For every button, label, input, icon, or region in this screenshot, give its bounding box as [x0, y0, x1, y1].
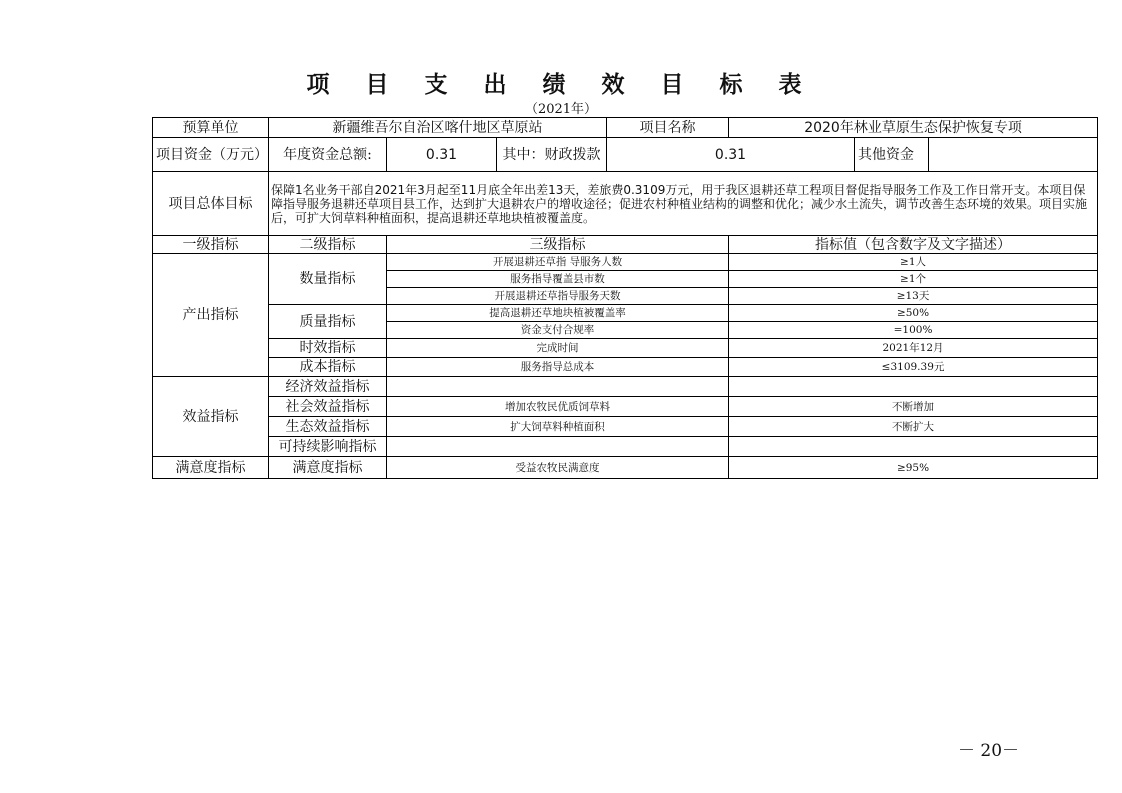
- indicator-value: 不断增加: [729, 397, 1098, 417]
- quality-indicator-label: 质量指标: [269, 305, 387, 339]
- satisfaction-indicator-label: 满意度指标: [153, 457, 269, 479]
- indicator-header-row: [153, 236, 1098, 254]
- cost-indicator-label: 成本指标: [269, 358, 387, 377]
- budget-unit-label: 预算单位: [153, 118, 269, 138]
- fiscal-label: 其中：财政拨款: [497, 138, 607, 172]
- indicator-name: 受益农牧民满意度: [387, 457, 729, 479]
- indicator-value: 不断扩大: [729, 417, 1098, 437]
- overall-goal-label: 项目总体目标: [153, 172, 269, 236]
- indicator-value: ≥50%: [729, 305, 1098, 322]
- output-indicator-label: 产出指标: [153, 254, 269, 377]
- page-title: 项 目 支 出 绩 效 目 标 表: [306, 72, 816, 98]
- indicator-name: [387, 377, 729, 397]
- table-row: [153, 305, 1098, 322]
- table-row: [153, 457, 1098, 479]
- other-funds-label: 其他资金: [855, 138, 929, 172]
- indicator-name: 增加农牧民优质饲草料: [387, 397, 729, 417]
- indicator-value: ≥1人: [729, 254, 1098, 271]
- benefit-indicator-label: 效益指标: [153, 377, 269, 457]
- indicator-value: ≥1个: [729, 271, 1098, 288]
- indicator-value: [729, 437, 1098, 457]
- report-year: （2021年）: [524, 102, 598, 117]
- overall-goal-row: [153, 172, 1098, 236]
- fiscal-value: 0.31: [607, 138, 855, 172]
- overall-goal-text: 保障1名业务干部自2021年3月起至11月底全年出差13天，差旅费0.3109万元，用于我区退耕还草工程项目督促指导服务工作及工作日常开支。本项目保障指导服务退耕还草项目县工作，达到扩大退耕农户的增收途径；促进农村种植业结构的调整和优化；减少水土流失，调节改善生态环境的效果。项目实施后，可扩大饲草料种植面积，提高退耕还草地块植被覆盖度。: [269, 172, 1098, 236]
- budget-unit-value: 新疆维吾尔自治区喀什地区草原站: [269, 118, 607, 138]
- social-indicator-label: 社会效益指标: [269, 397, 387, 417]
- indicator-name: [387, 437, 729, 457]
- indicator-name: 扩大饲草料种植面积: [387, 417, 729, 437]
- performance-target-table: [152, 117, 1098, 479]
- other-funds-value: [929, 138, 1098, 172]
- table-row: [153, 377, 1098, 397]
- project-name-label: 项目名称: [607, 118, 729, 138]
- indicator-value: ≥13天: [729, 288, 1098, 305]
- indicator-value: ≤3109.39元: [729, 358, 1098, 377]
- level2-header: 二级指标: [269, 236, 387, 254]
- indicator-name: 服务指导覆盖县市数: [387, 271, 729, 288]
- indicator-value: [729, 377, 1098, 397]
- indicator-value: =100%: [729, 322, 1098, 339]
- indicator-name: 开展退耕还草指导服务天数: [387, 288, 729, 305]
- table-row: [153, 339, 1098, 358]
- value-header: 指标值（包含数字及文字描述）: [729, 236, 1098, 254]
- indicator-name: 提高退耕还草地块植被覆盖率: [387, 305, 729, 322]
- project-name-value: 2020年林业草原生态保护恢复专项: [729, 118, 1098, 138]
- indicator-name: 开展退耕还草指 导服务人数: [387, 254, 729, 271]
- funds-row: [153, 138, 1098, 172]
- funds-label: 项目资金（万元）: [153, 138, 269, 172]
- page-number: － 20－: [958, 741, 1020, 761]
- annual-total-value: 0.31: [387, 138, 497, 172]
- ecological-indicator-label: 生态效益指标: [269, 417, 387, 437]
- table-row: [153, 397, 1098, 417]
- table-row: [153, 417, 1098, 437]
- satisfaction-sub-label: 满意度指标: [269, 457, 387, 479]
- quantity-indicator-label: 数量指标: [269, 254, 387, 305]
- economic-indicator-label: 经济效益指标: [269, 377, 387, 397]
- table-row: [153, 254, 1098, 271]
- annual-total-label: 年度资金总额:: [269, 138, 387, 172]
- sustainable-indicator-label: 可持续影响指标: [269, 437, 387, 457]
- header-row: [153, 118, 1098, 138]
- indicator-value: 2021年12月: [729, 339, 1098, 358]
- table-row: [153, 358, 1098, 377]
- timeliness-indicator-label: 时效指标: [269, 339, 387, 358]
- indicator-name: 服务指导总成本: [387, 358, 729, 377]
- table-row: [153, 437, 1098, 457]
- indicator-name: 资金支付合规率: [387, 322, 729, 339]
- indicator-value: ≥95%: [729, 457, 1098, 479]
- level3-header: 三级指标: [387, 236, 729, 254]
- level1-header: 一级指标: [153, 236, 269, 254]
- indicator-name: 完成时间: [387, 339, 729, 358]
